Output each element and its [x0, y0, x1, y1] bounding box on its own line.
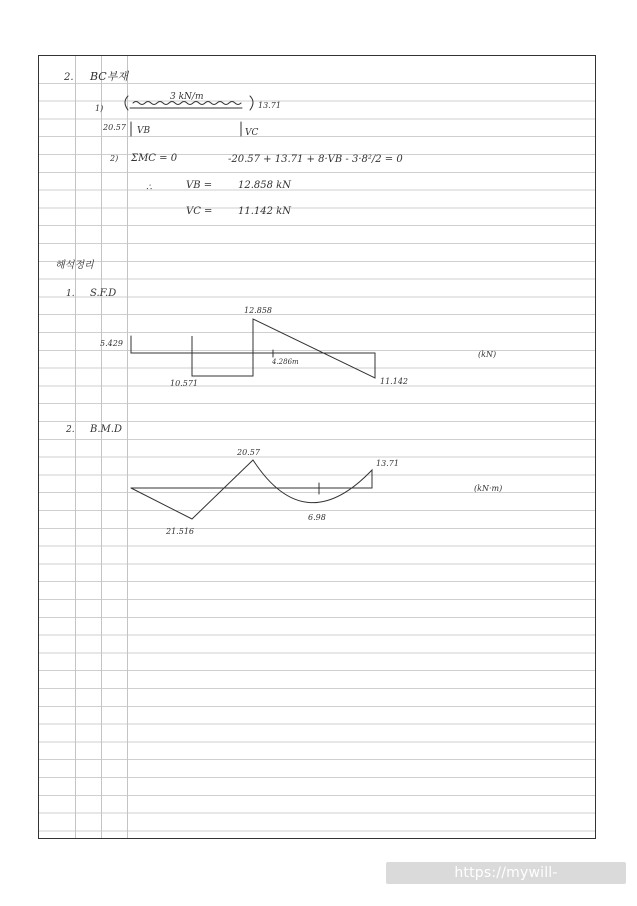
equation-rhs: -20.57 + 13.71 + 8·VB - 3·8²/2 = 0: [228, 154, 403, 165]
result-vb-label: VB =: [186, 180, 213, 191]
bmd-value-peak: 20.57: [237, 448, 260, 457]
bmd-title: B.M.D: [90, 424, 122, 435]
result-vc-label: VC =: [186, 206, 213, 217]
sfd-title: S.F.D: [90, 288, 117, 299]
bmd-number: 2.: [66, 425, 75, 435]
result-vb-value: 12.858 kN: [238, 180, 291, 191]
bmd-parabola: [253, 460, 372, 503]
section-title: BC부재: [90, 70, 128, 83]
moment-right: 13.71: [258, 101, 281, 110]
load-label: 3 kN/m: [170, 92, 204, 102]
result-vc-value: 11.142 kN: [238, 206, 291, 217]
sfd-value-left: 5.429: [100, 339, 123, 348]
section-number: 2.: [64, 72, 74, 83]
moment-arrow-left: [125, 96, 128, 110]
therefore-symbol: ∴: [146, 183, 152, 193]
reaction-b-label: VB: [137, 126, 151, 136]
sfd-diagram: [131, 319, 375, 378]
equation-lhs: ΣMC = 0: [131, 153, 178, 164]
bmd-value-sag: 6.98: [308, 513, 326, 522]
sfd-value-peak: 12.858: [244, 306, 272, 315]
analysis-heading: 해석정리: [55, 260, 94, 271]
moment-arrow-right: [250, 96, 253, 110]
bmd-linear-part: [131, 460, 253, 519]
sfd-zero-point: 4.286m: [272, 358, 299, 366]
sfd-unit: (kN): [478, 350, 497, 359]
bmd-value-min: 21.516: [166, 527, 194, 536]
sfd-number: 1.: [66, 289, 75, 299]
moment-left: 20.57: [103, 123, 126, 132]
bmd-unit: (kN·m): [474, 484, 503, 493]
sfd-value-right: 11.142: [380, 377, 408, 386]
sfd-value-left-bottom: 10.571: [170, 379, 198, 388]
reaction-c-label: VC: [245, 128, 259, 138]
step-2-label: 2): [110, 154, 119, 163]
bmd-value-right: 13.71: [376, 459, 399, 468]
watermark-url: https://mywill-engineer.tistory.com: [386, 862, 626, 884]
step-1-label: 1): [95, 104, 104, 113]
